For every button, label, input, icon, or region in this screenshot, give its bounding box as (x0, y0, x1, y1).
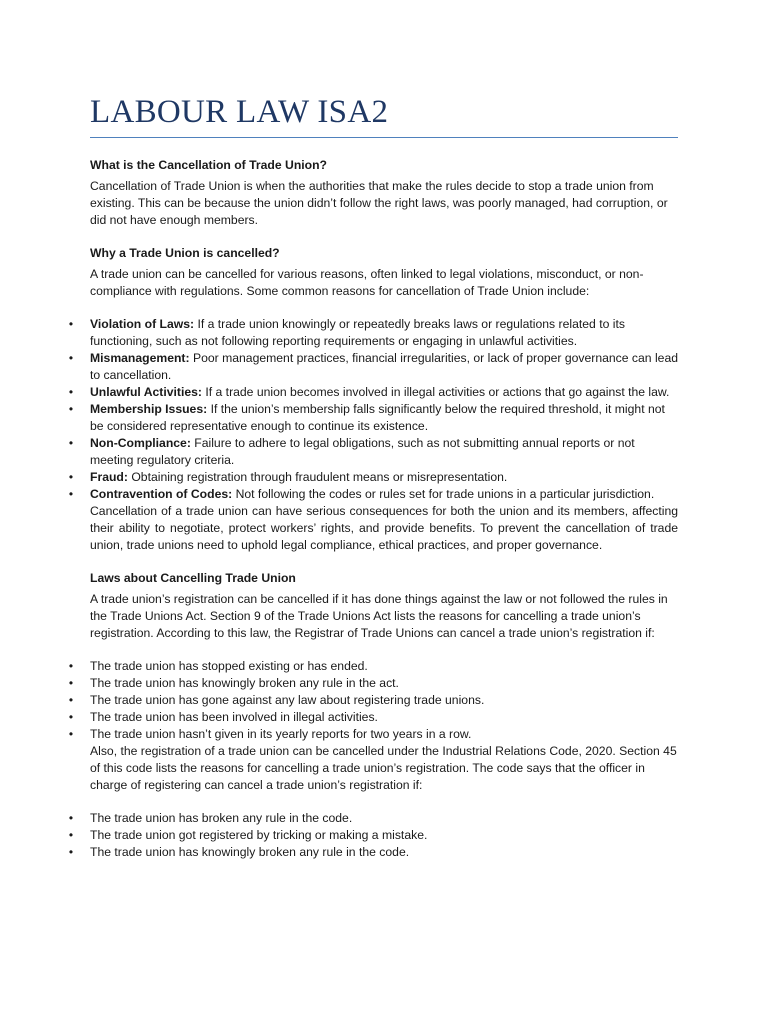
code-conditions-list (68, 810, 678, 861)
section-heading-laws: Laws about Cancelling Trade Union (90, 571, 296, 585)
section-body-what: Cancellation of Trade Union is when the authorities that make the rules decide to stop a trade union from existing. This can be because the union didn’t follow the right laws, was poorly managed, had corruption, or did not have enough members. (90, 179, 668, 227)
list-item (68, 827, 678, 844)
condition-text: The trade union has knowingly broken any rule in the act. (90, 676, 399, 690)
bullet-icon: • (68, 710, 74, 724)
section-body-why: A trade union can be cancelled for various reasons, often linked to legal violations, misconduct, or non-compliance with regulations. Some common reasons for cancellation of Trade Union include: (90, 267, 644, 298)
condition-text: The trade union has knowingly broken any rule in the code. (90, 845, 410, 859)
section-heading-what: What is the Cancellation of Trade Union? (90, 158, 327, 172)
reason-term: Non-Compliance: (90, 436, 191, 450)
list-item (68, 844, 678, 861)
list-item (68, 658, 678, 675)
condition-text: The trade union hasn’t given in its yearly reports for two years in a row. (90, 727, 472, 741)
section-body-laws: A trade union’s registration can be cancelled if it has done things against the law or not followed the rules in the Trade Unions Act. Section 9 of the Trade Unions Act lists the reasons for cancelling a trade union’s registration. According to this law, the Registrar of Trade Unions can cancel a trade union’s registration if: (90, 592, 668, 640)
reason-term: Contravention of Codes: (90, 487, 233, 501)
reason-text: Failure to adhere to legal obligations, such as not submitting annual reports or not meeting regulatory criteria. (90, 436, 635, 467)
list-item (68, 350, 679, 384)
list-item (68, 486, 678, 503)
bullet-icon: • (68, 351, 74, 365)
list-item (68, 469, 678, 486)
act-conditions-list (68, 658, 678, 743)
bullet-icon: • (68, 402, 74, 416)
list-item (68, 692, 678, 709)
bullet-icon: • (68, 659, 74, 673)
title-underline (90, 137, 678, 138)
list-item (68, 316, 678, 350)
condition-text: The trade union has broken any rule in the code. (90, 811, 353, 825)
list-item (68, 675, 678, 692)
condition-text: The trade union has stopped existing or has ended. (90, 659, 368, 673)
section-heading-why: Why a Trade Union is cancelled? (90, 246, 280, 260)
list-item (68, 435, 678, 469)
condition-text: The trade union has gone against any law about registering trade unions. (90, 693, 485, 707)
list-item (68, 726, 678, 743)
bullet-icon: • (68, 676, 74, 690)
condition-text: The trade union got registered by tricking or making a mistake. (90, 828, 428, 842)
code-intro: Also, the registration of a trade union can be cancelled under the Industrial Relations Code, 2020. Section 45 of this code lists the reasons for cancelling a trade union’s registration. The code says that the officer in charge of registering can cancel a trade union’s registration if: (90, 744, 677, 792)
reasons-conclusion: Cancellation of a trade union can have serious consequences for both the union and its members, affecting their ability to negotiate, protect workers’ rights, and provide benefits. To prevent the cancellation of trade union, trade unions need to uphold legal compliance, ethical practices, and proper governance. (90, 504, 678, 552)
reason-text: Obtaining registration through fraudulent means or misrepresentation. (131, 470, 508, 484)
reason-term: Membership Issues: (90, 402, 208, 416)
list-item (68, 401, 678, 435)
reason-term: Violation of Laws: (90, 317, 195, 331)
bullet-icon: • (68, 487, 74, 501)
bullet-icon: • (68, 845, 74, 859)
reason-text: If a trade union becomes involved in illegal activities or actions that go against the law. (205, 385, 670, 399)
reason-text: Poor management practices, financial irregularities, or lack of proper governance can lead to cancellation. (90, 351, 679, 382)
list-item (68, 709, 678, 726)
bullet-icon: • (68, 828, 74, 842)
document-title: LABOUR LAW ISA2 (90, 94, 389, 130)
bullet-icon: • (68, 317, 74, 331)
reasons-list (68, 316, 679, 503)
bullet-icon: • (68, 385, 74, 399)
bullet-icon: • (68, 693, 74, 707)
reason-text: If the union’s membership falls significantly below the required threshold, it might not be considered representative enough to continue its existence. (90, 402, 665, 433)
reason-term: Unlawful Activities: (90, 385, 202, 399)
reason-term: Mismanagement: (90, 351, 190, 365)
reason-text: If a trade union knowingly or repeatedly breaks laws or regulations related to its functioning, such as not following reporting requirements or engaging in unlawful activities. (90, 317, 625, 348)
bullet-icon: • (68, 436, 74, 450)
bullet-icon: • (68, 727, 74, 741)
bullet-icon: • (68, 811, 74, 825)
list-item (68, 384, 678, 401)
reason-text: Not following the codes or rules set for trade unions in a particular jurisdiction. (235, 487, 655, 501)
list-item (68, 810, 678, 827)
condition-text: The trade union has been involved in illegal activities. (90, 710, 378, 724)
bullet-icon: • (68, 470, 74, 484)
reason-term: Fraud: (90, 470, 128, 484)
document-body (68, 157, 679, 861)
